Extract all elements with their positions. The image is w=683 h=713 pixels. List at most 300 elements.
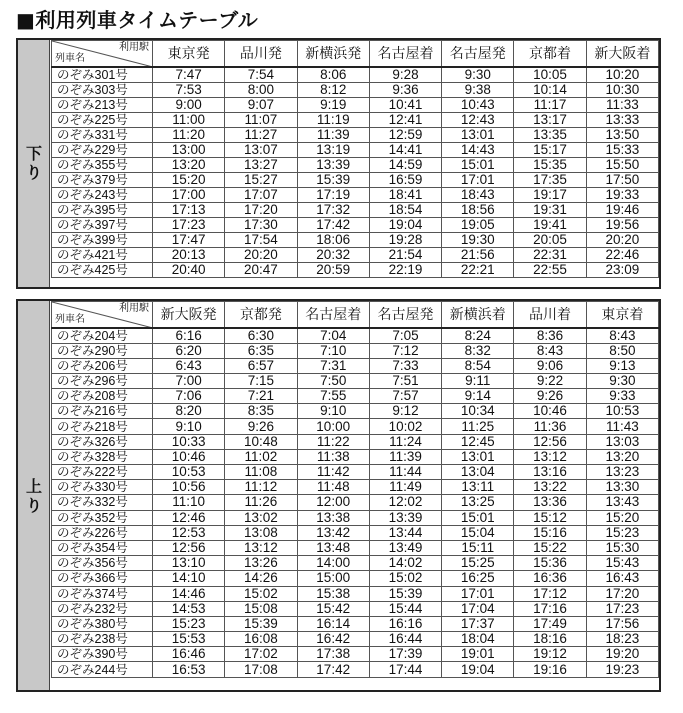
time-cell: 12:56	[153, 540, 225, 555]
time-cell: 13:20	[586, 449, 658, 464]
time-cell: 19:01	[442, 647, 514, 662]
time-cell: 13:50	[586, 127, 658, 142]
time-cell: 15:39	[369, 586, 441, 601]
time-cell: 19:20	[586, 647, 658, 662]
time-cell: 8:43	[586, 328, 658, 344]
train-name: のぞみ380号	[52, 616, 153, 631]
time-cell: 13:00	[153, 142, 225, 157]
time-cell: 13:36	[514, 495, 586, 510]
time-cell: 21:54	[369, 247, 441, 262]
train-name: のぞみ352号	[52, 510, 153, 525]
inbound-label-char-1: 上	[25, 477, 42, 496]
time-cell: 14:59	[369, 157, 441, 172]
table-row	[52, 495, 659, 510]
time-cell: 18:04	[442, 632, 514, 647]
time-cell: 14:10	[153, 571, 225, 586]
outbound-timetable	[51, 40, 659, 278]
time-cell: 19:56	[586, 217, 658, 232]
train-name: のぞみ366号	[52, 571, 153, 586]
table-row	[52, 616, 659, 631]
time-cell: 17:07	[225, 187, 297, 202]
time-cell: 19:17	[514, 187, 586, 202]
time-cell: 11:08	[225, 465, 297, 480]
train-name: のぞみ374号	[52, 586, 153, 601]
time-cell: 16:59	[369, 172, 441, 187]
time-cell: 19:12	[514, 647, 586, 662]
table-row	[52, 142, 659, 157]
time-cell: 17:50	[586, 172, 658, 187]
time-cell: 11:33	[586, 97, 658, 112]
time-cell: 14:26	[225, 571, 297, 586]
station-header: 京都発	[225, 302, 297, 328]
time-cell: 7:50	[297, 373, 369, 388]
outbound-label	[18, 144, 50, 182]
corner-train-label: 列車名	[55, 313, 85, 325]
time-cell: 17:54	[225, 232, 297, 247]
table-row	[52, 97, 659, 112]
header-corner-cell	[52, 41, 153, 67]
time-cell: 7:06	[153, 389, 225, 404]
time-cell: 9:14	[442, 389, 514, 404]
table-row	[52, 82, 659, 97]
station-header: 品川発	[225, 41, 297, 67]
time-cell: 18:06	[297, 232, 369, 247]
time-cell: 7:21	[225, 389, 297, 404]
time-cell: 7:00	[153, 373, 225, 388]
time-cell: 12:59	[369, 127, 441, 142]
table-row	[52, 480, 659, 495]
time-cell: 17:01	[442, 586, 514, 601]
table-row	[52, 632, 659, 647]
time-cell: 15:20	[586, 510, 658, 525]
time-cell: 12:43	[442, 112, 514, 127]
time-cell: 6:16	[153, 328, 225, 344]
table-row	[52, 343, 659, 358]
time-cell: 16:53	[153, 662, 225, 677]
time-cell: 11:36	[514, 419, 586, 434]
time-cell: 12:56	[514, 434, 586, 449]
outbound-label-char-2: り	[25, 163, 42, 182]
time-cell: 17:19	[297, 187, 369, 202]
time-cell: 20:20	[586, 232, 658, 247]
time-cell: 13:27	[225, 157, 297, 172]
time-cell: 7:53	[153, 82, 225, 97]
train-name: のぞみ225号	[52, 112, 153, 127]
time-cell: 13:39	[369, 510, 441, 525]
time-cell: 19:31	[514, 202, 586, 217]
time-cell: 10:00	[297, 419, 369, 434]
time-cell: 15:16	[514, 525, 586, 540]
header-corner-cell	[52, 302, 153, 328]
train-name: のぞみ397号	[52, 217, 153, 232]
time-cell: 9:12	[369, 404, 441, 419]
time-cell: 15:12	[514, 510, 586, 525]
time-cell: 13:30	[586, 480, 658, 495]
time-cell: 8:32	[442, 343, 514, 358]
station-header: 東京発	[153, 41, 225, 67]
time-cell: 16:44	[369, 632, 441, 647]
time-cell: 17:23	[586, 601, 658, 616]
train-name: のぞみ303号	[52, 82, 153, 97]
time-cell: 11:49	[369, 480, 441, 495]
train-name: のぞみ354号	[52, 540, 153, 555]
train-name: のぞみ425号	[52, 262, 153, 277]
time-cell: 6:30	[225, 328, 297, 344]
train-name: のぞみ238号	[52, 632, 153, 647]
time-cell: 9:00	[153, 97, 225, 112]
time-cell: 13:12	[514, 449, 586, 464]
time-cell: 11:26	[225, 495, 297, 510]
table-row	[52, 67, 659, 83]
time-cell: 16:36	[514, 571, 586, 586]
time-cell: 15:30	[586, 540, 658, 555]
time-cell: 13:22	[514, 480, 586, 495]
time-cell: 14:41	[369, 142, 441, 157]
time-cell: 11:25	[442, 419, 514, 434]
train-name: のぞみ399号	[52, 232, 153, 247]
time-cell: 11:27	[225, 127, 297, 142]
table-row	[52, 525, 659, 540]
train-name: のぞみ218号	[52, 419, 153, 434]
time-cell: 13:01	[442, 449, 514, 464]
time-cell: 19:33	[586, 187, 658, 202]
time-cell: 10:46	[514, 404, 586, 419]
time-cell: 15:11	[442, 540, 514, 555]
time-cell: 11:44	[369, 465, 441, 480]
time-cell: 16:25	[442, 571, 514, 586]
time-cell: 13:01	[442, 127, 514, 142]
train-name: のぞみ243号	[52, 187, 153, 202]
time-cell: 15:38	[297, 586, 369, 601]
time-cell: 20:32	[297, 247, 369, 262]
time-cell: 17:04	[442, 601, 514, 616]
train-name: のぞみ226号	[52, 525, 153, 540]
time-cell: 15:39	[225, 616, 297, 631]
time-cell: 19:05	[442, 217, 514, 232]
time-cell: 19:04	[442, 662, 514, 677]
time-cell: 9:22	[514, 373, 586, 388]
train-name: のぞみ204号	[52, 328, 153, 344]
time-cell: 11:39	[297, 127, 369, 142]
time-cell: 12:00	[297, 495, 369, 510]
station-header: 新大阪発	[153, 302, 225, 328]
time-cell: 7:54	[225, 67, 297, 83]
time-cell: 18:23	[586, 632, 658, 647]
time-cell: 17:42	[297, 662, 369, 677]
table-row	[52, 404, 659, 419]
time-cell: 11:42	[297, 465, 369, 480]
time-cell: 22:31	[514, 247, 586, 262]
table-row	[52, 662, 659, 677]
time-cell: 11:22	[297, 434, 369, 449]
station-header: 名古屋着	[297, 302, 369, 328]
time-cell: 9:26	[514, 389, 586, 404]
time-cell: 12:46	[153, 510, 225, 525]
time-cell: 20:05	[514, 232, 586, 247]
time-cell: 13:43	[586, 495, 658, 510]
time-cell: 13:19	[297, 142, 369, 157]
inbound-label	[18, 477, 50, 515]
train-name: のぞみ290号	[52, 343, 153, 358]
time-cell: 9:38	[442, 82, 514, 97]
time-cell: 13:03	[586, 434, 658, 449]
time-cell: 11:20	[153, 127, 225, 142]
time-cell: 15:50	[586, 157, 658, 172]
time-cell: 16:43	[586, 571, 658, 586]
train-name: のぞみ356号	[52, 556, 153, 571]
time-cell: 10:34	[442, 404, 514, 419]
time-cell: 12:41	[369, 112, 441, 127]
table-row	[52, 647, 659, 662]
table-row	[52, 571, 659, 586]
table-row	[52, 510, 659, 525]
time-cell: 6:35	[225, 343, 297, 358]
time-cell: 6:57	[225, 358, 297, 373]
time-cell: 6:20	[153, 343, 225, 358]
time-cell: 11:39	[369, 449, 441, 464]
time-cell: 8:36	[514, 328, 586, 344]
time-cell: 12:53	[153, 525, 225, 540]
time-cell: 17:56	[586, 616, 658, 631]
time-cell: 15:04	[442, 525, 514, 540]
time-cell: 19:46	[586, 202, 658, 217]
time-cell: 11:24	[369, 434, 441, 449]
time-cell: 9:30	[586, 373, 658, 388]
time-cell: 14:02	[369, 556, 441, 571]
time-cell: 11:43	[586, 419, 658, 434]
time-cell: 17:16	[514, 601, 586, 616]
time-cell: 15:02	[369, 571, 441, 586]
train-name: のぞみ326号	[52, 434, 153, 449]
train-name: のぞみ395号	[52, 202, 153, 217]
time-cell: 7:57	[369, 389, 441, 404]
train-name: のぞみ301号	[52, 67, 153, 83]
station-header: 品川着	[514, 302, 586, 328]
time-cell: 19:30	[442, 232, 514, 247]
time-cell: 8:24	[442, 328, 514, 344]
corner-station-label: 利用駅	[119, 42, 149, 53]
time-cell: 8:20	[153, 404, 225, 419]
time-cell: 15:23	[586, 525, 658, 540]
train-name: のぞみ222号	[52, 465, 153, 480]
time-cell: 17:47	[153, 232, 225, 247]
time-cell: 8:12	[297, 82, 369, 97]
time-cell: 10:30	[586, 82, 658, 97]
time-cell: 8:35	[225, 404, 297, 419]
station-header: 新横浜着	[442, 302, 514, 328]
page-title: ■利用列車タイムテーブル	[16, 8, 259, 32]
train-name: のぞみ332号	[52, 495, 153, 510]
time-cell: 15:44	[369, 601, 441, 616]
time-cell: 7:12	[369, 343, 441, 358]
time-cell: 23:09	[586, 262, 658, 277]
time-cell: 9:10	[297, 404, 369, 419]
train-name: のぞみ379号	[52, 172, 153, 187]
time-cell: 13:26	[225, 556, 297, 571]
time-cell: 15:43	[586, 556, 658, 571]
train-name: のぞみ330号	[52, 480, 153, 495]
time-cell: 15:01	[442, 157, 514, 172]
time-cell: 9:11	[442, 373, 514, 388]
station-header: 名古屋着	[369, 41, 441, 67]
time-cell: 22:21	[442, 262, 514, 277]
time-cell: 19:23	[586, 662, 658, 677]
time-cell: 13:39	[297, 157, 369, 172]
inbound-label-char-2: り	[25, 496, 42, 515]
time-cell: 13:33	[586, 112, 658, 127]
time-cell: 11:10	[153, 495, 225, 510]
time-cell: 14:46	[153, 586, 225, 601]
inbound-header-row	[52, 302, 659, 328]
time-cell: 15:17	[514, 142, 586, 157]
inbound-table-body	[52, 328, 659, 678]
time-cell: 22:55	[514, 262, 586, 277]
time-cell: 10:41	[369, 97, 441, 112]
time-cell: 11:12	[225, 480, 297, 495]
time-cell: 16:46	[153, 647, 225, 662]
outbound-table-body	[52, 67, 659, 278]
time-cell: 13:17	[514, 112, 586, 127]
time-cell: 16:14	[297, 616, 369, 631]
time-cell: 8:43	[514, 343, 586, 358]
time-cell: 17:49	[514, 616, 586, 631]
time-cell: 17:35	[514, 172, 586, 187]
time-cell: 9:28	[369, 67, 441, 83]
time-cell: 9:36	[369, 82, 441, 97]
table-row	[52, 127, 659, 142]
time-cell: 13:12	[225, 540, 297, 555]
time-cell: 17:08	[225, 662, 297, 677]
time-cell: 10:20	[586, 67, 658, 83]
time-cell: 13:07	[225, 142, 297, 157]
time-cell: 15:20	[153, 172, 225, 187]
time-cell: 17:32	[297, 202, 369, 217]
time-cell: 19:04	[369, 217, 441, 232]
time-cell: 10:53	[153, 465, 225, 480]
table-row	[52, 217, 659, 232]
time-cell: 17:02	[225, 647, 297, 662]
time-cell: 15:33	[586, 142, 658, 157]
station-header: 名古屋発	[369, 302, 441, 328]
time-cell: 10:43	[442, 97, 514, 112]
time-cell: 16:08	[225, 632, 297, 647]
table-row	[52, 556, 659, 571]
time-cell: 8:54	[442, 358, 514, 373]
time-cell: 22:19	[369, 262, 441, 277]
time-cell: 13:11	[442, 480, 514, 495]
time-cell: 17:42	[297, 217, 369, 232]
time-cell: 13:16	[514, 465, 586, 480]
time-cell: 7:04	[297, 328, 369, 344]
time-cell: 15:36	[514, 556, 586, 571]
train-name: のぞみ328号	[52, 449, 153, 464]
station-header: 京都着	[514, 41, 586, 67]
time-cell: 10:33	[153, 434, 225, 449]
table-row	[52, 232, 659, 247]
time-cell: 8:06	[297, 67, 369, 83]
time-cell: 17:13	[153, 202, 225, 217]
time-cell: 20:40	[153, 262, 225, 277]
table-row	[52, 157, 659, 172]
time-cell: 13:35	[514, 127, 586, 142]
time-cell: 7:10	[297, 343, 369, 358]
time-cell: 13:20	[153, 157, 225, 172]
time-cell: 12:02	[369, 495, 441, 510]
time-cell: 7:55	[297, 389, 369, 404]
time-cell: 9:19	[297, 97, 369, 112]
time-cell: 13:48	[297, 540, 369, 555]
time-cell: 11:02	[225, 449, 297, 464]
time-cell: 15:00	[297, 571, 369, 586]
time-cell: 11:00	[153, 112, 225, 127]
table-row	[52, 112, 659, 127]
time-cell: 14:00	[297, 556, 369, 571]
time-cell: 6:43	[153, 358, 225, 373]
time-cell: 18:54	[369, 202, 441, 217]
time-cell: 9:33	[586, 389, 658, 404]
time-cell: 11:38	[297, 449, 369, 464]
table-row	[52, 419, 659, 434]
table-row	[52, 247, 659, 262]
table-row	[52, 187, 659, 202]
time-cell: 14:43	[442, 142, 514, 157]
time-cell: 8:00	[225, 82, 297, 97]
time-cell: 10:53	[586, 404, 658, 419]
time-cell: 17:37	[442, 616, 514, 631]
time-cell: 15:08	[225, 601, 297, 616]
time-cell: 18:16	[514, 632, 586, 647]
time-cell: 13:25	[442, 495, 514, 510]
time-cell: 15:23	[153, 616, 225, 631]
time-cell: 7:31	[297, 358, 369, 373]
train-name: のぞみ213号	[52, 97, 153, 112]
time-cell: 7:47	[153, 67, 225, 83]
time-cell: 13:02	[225, 510, 297, 525]
table-row	[52, 389, 659, 404]
train-name: のぞみ296号	[52, 373, 153, 388]
time-cell: 17:00	[153, 187, 225, 202]
time-cell: 20:20	[225, 247, 297, 262]
train-name: のぞみ421号	[52, 247, 153, 262]
inbound-section	[16, 299, 661, 692]
time-cell: 21:56	[442, 247, 514, 262]
time-cell: 15:35	[514, 157, 586, 172]
time-cell: 11:48	[297, 480, 369, 495]
train-name: のぞみ232号	[52, 601, 153, 616]
time-cell: 17:12	[514, 586, 586, 601]
time-cell: 13:23	[586, 465, 658, 480]
time-cell: 19:16	[514, 662, 586, 677]
corner-station-label: 利用駅	[119, 303, 149, 314]
inbound-side-bar	[18, 301, 50, 690]
time-cell: 20:13	[153, 247, 225, 262]
time-cell: 17:23	[153, 217, 225, 232]
time-cell: 22:46	[586, 247, 658, 262]
time-cell: 13:49	[369, 540, 441, 555]
table-row	[52, 586, 659, 601]
table-row	[52, 434, 659, 449]
time-cell: 18:43	[442, 187, 514, 202]
time-cell: 11:17	[514, 97, 586, 112]
time-cell: 7:51	[369, 373, 441, 388]
table-row	[52, 358, 659, 373]
time-cell: 9:30	[442, 67, 514, 83]
time-cell: 11:07	[225, 112, 297, 127]
time-cell: 10:05	[514, 67, 586, 83]
station-header: 名古屋発	[442, 41, 514, 67]
time-cell: 8:50	[586, 343, 658, 358]
time-cell: 17:30	[225, 217, 297, 232]
